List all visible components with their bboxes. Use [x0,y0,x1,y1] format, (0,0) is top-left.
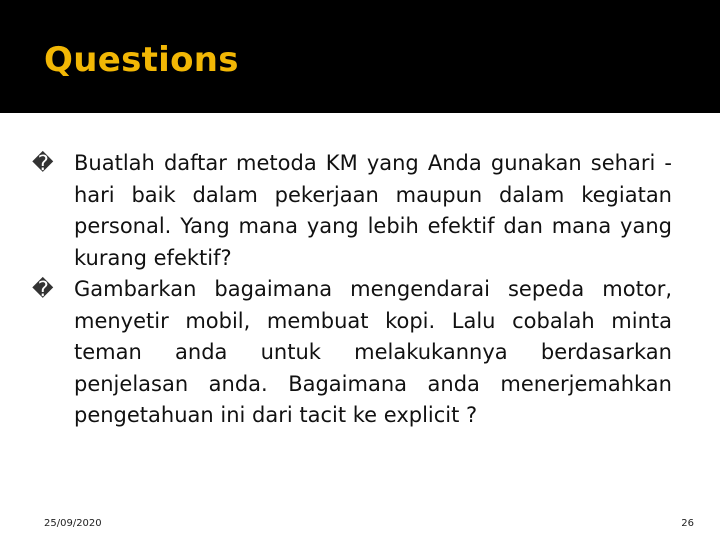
bullet-text: Gambarkan bagaimana mengendarai sepeda motor, menyetir mobil, membuat kopi. Lalu cobalah minta teman anda untuk melakukannya berdasarkan penjelasan anda. Bagaimana anda menerjemahkan pengetahuan ini dari tacit ke explicit ? [74,277,672,427]
bullet-text: Buatlah daftar metoda KM yang Anda gunakan sehari - hari baik dalam pekerjaan maupun dalam kegiatan personal. Yang mana yang lebih efektif dan mana yang kurang efektif? [74,151,672,270]
slide-title: Questions [44,40,239,80]
bullet-icon: � [32,277,54,301]
slide-content [32,148,672,432]
bullet-item [32,274,672,432]
footer-date: 25/09/2020 [44,518,102,529]
bullet-icon: � [32,151,54,175]
page-number: 26 [681,518,694,529]
bullet-item [32,148,672,274]
title-bar [0,0,720,113]
